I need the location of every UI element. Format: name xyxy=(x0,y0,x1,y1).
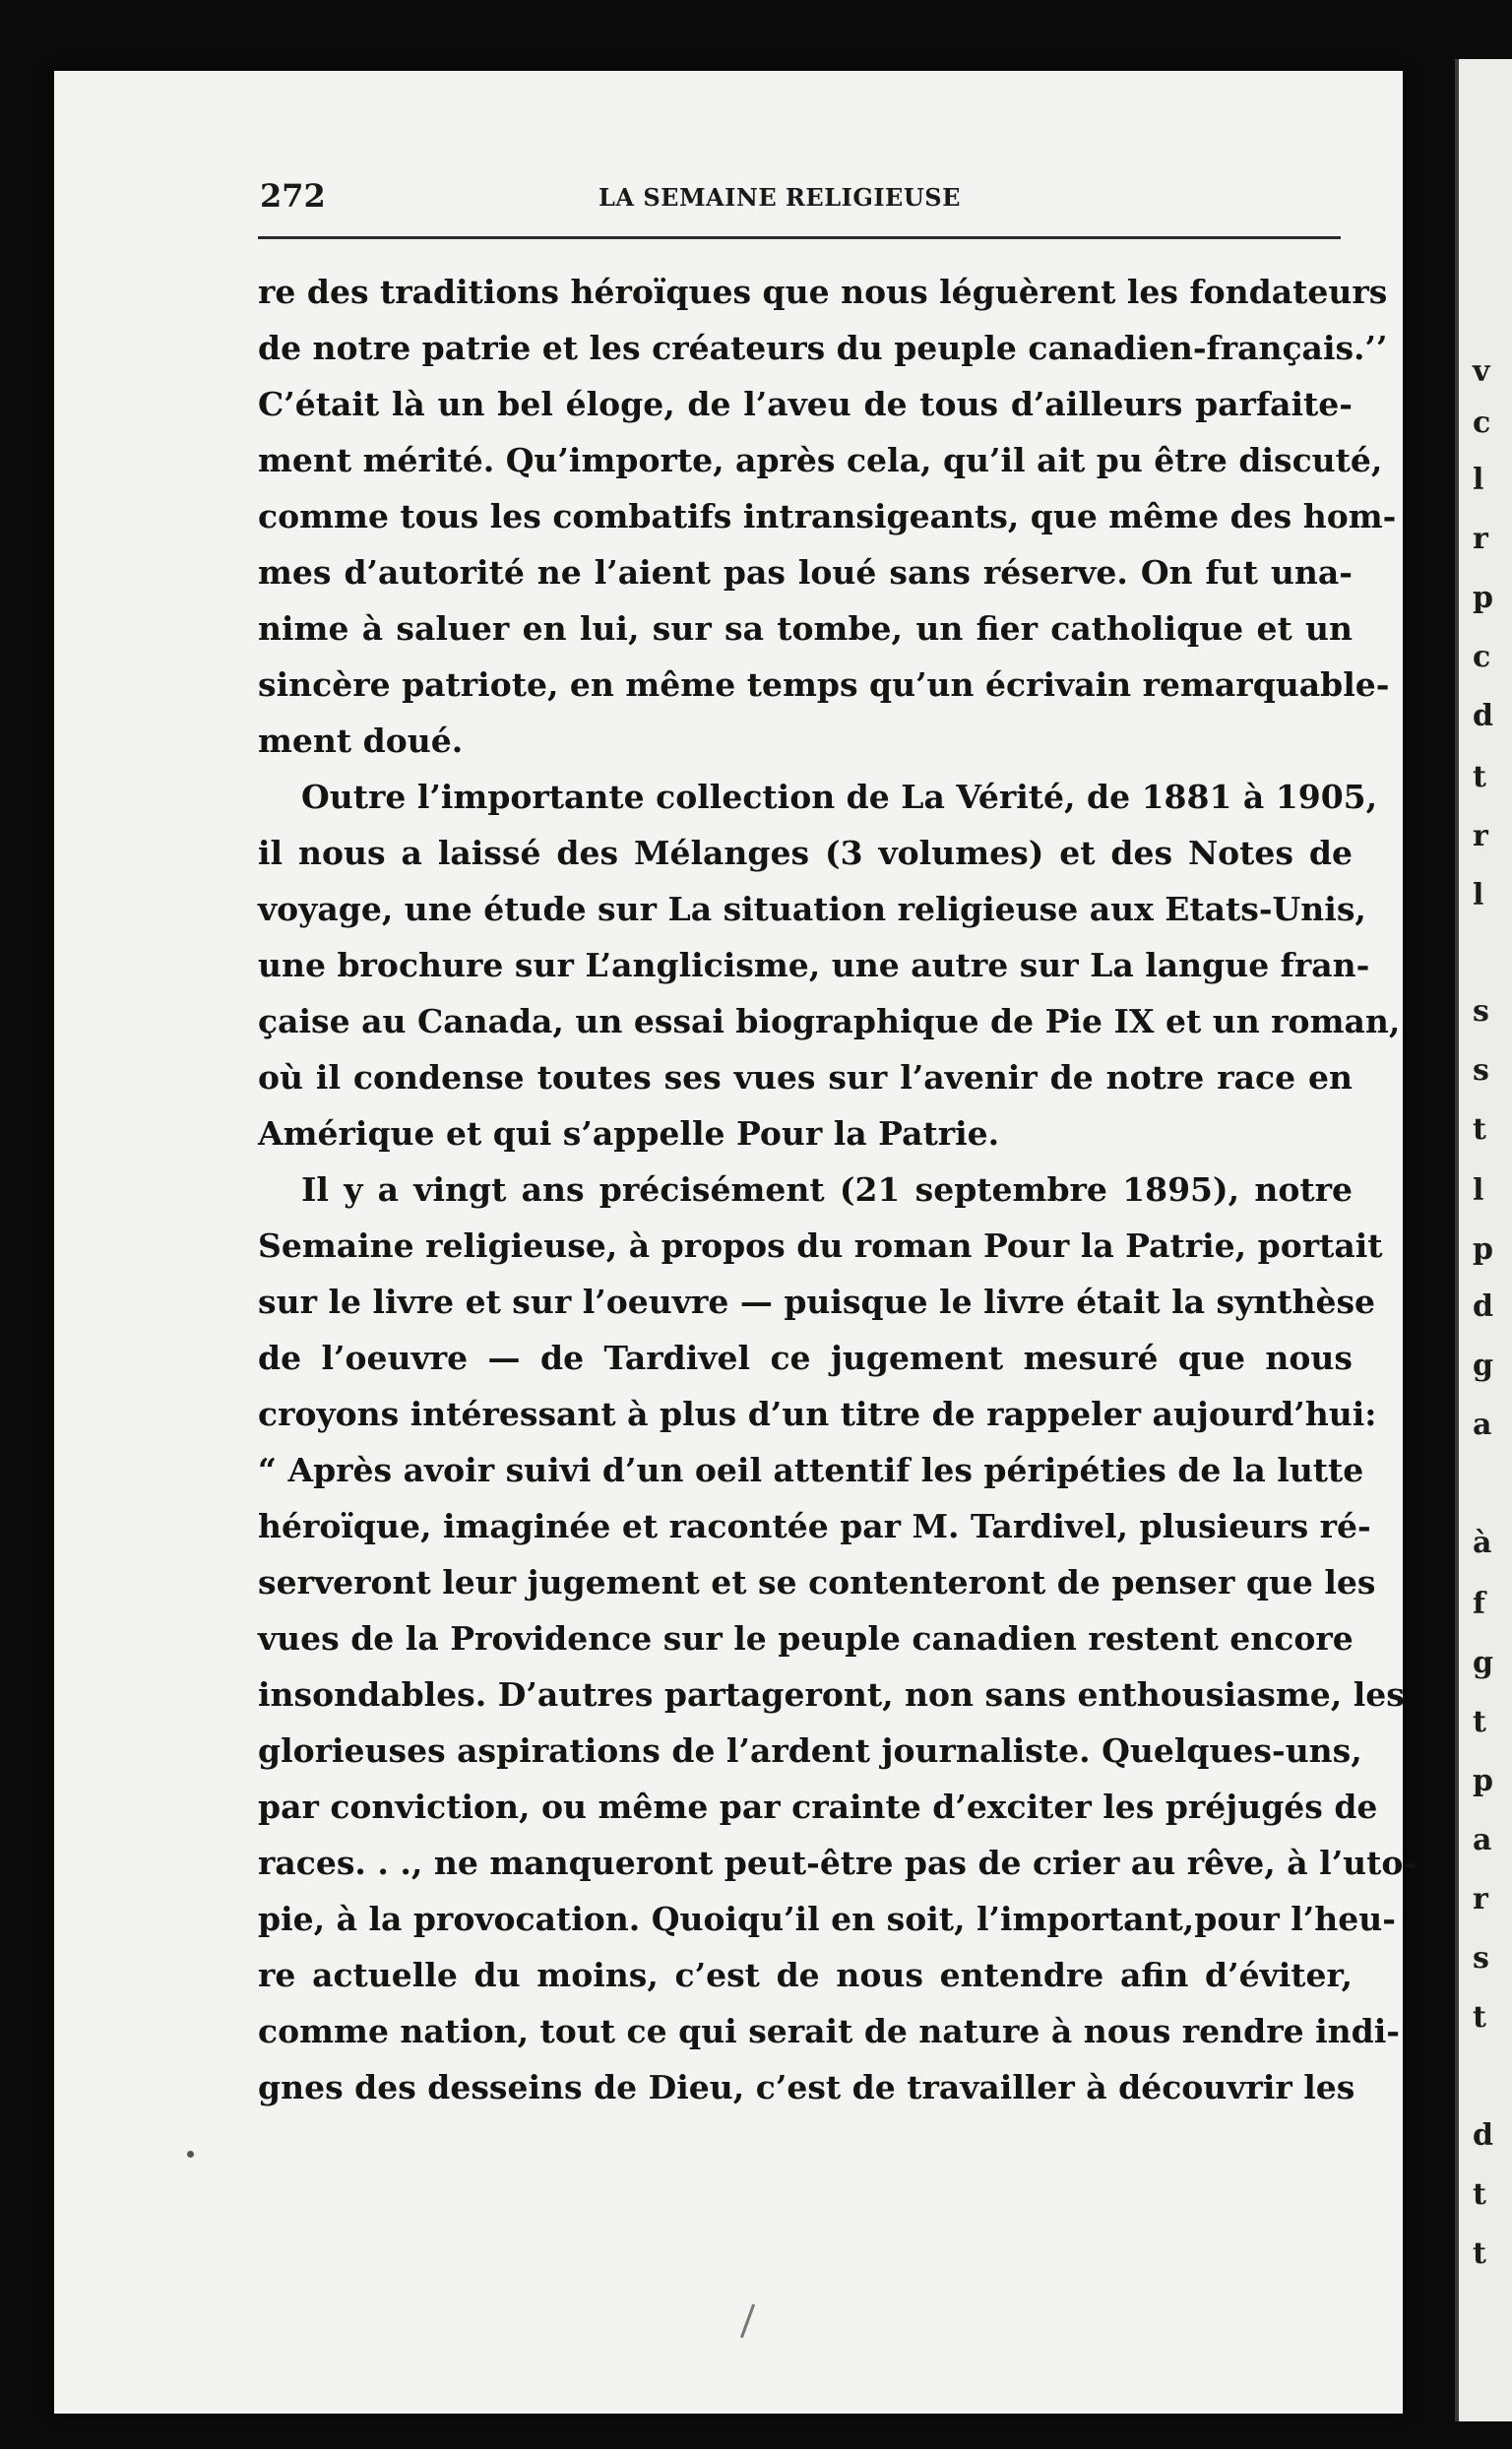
text-line: par conviction, ou même par crainte d’exciter les préjugés de xyxy=(258,1788,1378,1826)
facing-page-letter: l xyxy=(1473,1173,1484,1208)
text-line: où il condense toutes ses vues sur l’avenir de notre race en xyxy=(258,1058,1353,1097)
text-line: ment mérité. Qu’importe, après cela, qu’il ait pu être discuté, xyxy=(258,441,1383,479)
text-line: comme nation, tout ce qui serait de nature à nous rendre indi- xyxy=(258,2012,1400,2050)
text-line: héroïque, imaginée et racontée par M. Tardivel, plusieurs ré- xyxy=(258,1507,1371,1545)
page-gutter-shadow xyxy=(1455,59,1459,2421)
text-line: insondables. D’autres partageront, non sans enthousiasme, les xyxy=(258,1675,1405,1714)
text-line: Amérique et qui s’appelle Pour la Patrie. xyxy=(258,1114,1000,1153)
facing-page-letter: d xyxy=(1473,1289,1493,1324)
text-line: glorieuses aspirations de l’ardent journaliste. Quelques-uns, xyxy=(258,1731,1362,1770)
facing-page-letter: l xyxy=(1473,463,1484,497)
facing-page-letter: p xyxy=(1473,1764,1493,1798)
text-line: sur le livre et sur l’oeuvre — puisque le livre était la synthèse xyxy=(258,1283,1376,1321)
facing-page-letter: p xyxy=(1473,1232,1493,1267)
facing-page-letter: r xyxy=(1473,819,1488,853)
body-text xyxy=(258,264,1418,2115)
text-line: il nous a laissé des Mélanges (3 volumes) et des Notes de xyxy=(258,834,1353,872)
facing-page-letter: c xyxy=(1473,640,1491,674)
running-head: LA SEMAINE RELIGIEUSE xyxy=(598,183,961,212)
text-line: races. . ., ne manqueront peut-être pas de crier au rêve, à l’uto- xyxy=(258,1844,1418,1882)
text-line: re actuelle du moins, c’est de nous entendre afin d’éviter, xyxy=(258,1956,1353,1994)
text-line: Semaine religieuse, à propos du roman Pour la Patrie, portait xyxy=(258,1226,1383,1265)
text-line: de notre patrie et les créateurs du peuple canadien-français.’’ xyxy=(258,329,1388,367)
facing-page-letter: d xyxy=(1473,699,1493,733)
facing-page-letter: t xyxy=(1473,1112,1486,1147)
facing-page-letter: g xyxy=(1473,1646,1493,1680)
facing-page-letter: à xyxy=(1473,1526,1492,1560)
facing-page-letter: a xyxy=(1473,1823,1492,1857)
facing-page-letter: s xyxy=(1473,1053,1489,1088)
facing-page-letter: s xyxy=(1473,1941,1489,1976)
facing-page-letter: d xyxy=(1473,2118,1493,2153)
text-line: mes d’autorité ne l’aient pas loué sans réserve. On fut una- xyxy=(258,553,1353,592)
text-line: “ Après avoir suivi d’un oeil attentif les péripéties de la lutte xyxy=(258,1451,1364,1489)
text-line: une brochure sur L’anglicisme, une autre sur La langue fran- xyxy=(258,946,1370,984)
page-header xyxy=(205,177,1337,226)
facing-page-letters xyxy=(1467,59,1512,2421)
text-line: ment doué. xyxy=(258,722,464,760)
text-line: voyage, une étude sur La situation religieuse aux Etats-Unis, xyxy=(258,890,1366,928)
page-number: 272 xyxy=(260,177,326,215)
facing-page-letter: g xyxy=(1473,1349,1493,1383)
facing-page-letter: r xyxy=(1473,1882,1488,1916)
facing-page-letter: t xyxy=(1473,1705,1486,1739)
text-line: nime à saluer en lui, sur sa tombe, un fier catholique et un xyxy=(258,609,1353,648)
facing-page-letter: t xyxy=(1473,760,1486,794)
facing-page-letter: a xyxy=(1473,1408,1492,1442)
facing-page-letter: r xyxy=(1473,522,1488,556)
text-line: serveront leur jugement et se contenteront de penser que les xyxy=(258,1563,1376,1601)
text-line: vues de la Providence sur le peuple canadien restent encore xyxy=(258,1619,1354,1658)
facing-page-letter: t xyxy=(1473,2236,1486,2271)
facing-page-letter: p xyxy=(1473,581,1493,615)
text-line: Outre l’importante collection de La Vérité, de 1881 à 1905, xyxy=(301,778,1378,816)
facing-page-letter: t xyxy=(1473,2000,1486,2035)
text-line: çaise au Canada, un essai biographique de Pie IX et un roman, xyxy=(258,1002,1401,1040)
text-line: comme tous les combatifs intransigeants, que même des hom- xyxy=(258,497,1397,535)
text-line: croyons intéressant à plus d’un titre de rappeler aujourd’hui: xyxy=(258,1395,1377,1433)
text-line: Il y a vingt ans précisément (21 septembre 1895), notre xyxy=(301,1170,1353,1209)
facing-page-letter: l xyxy=(1473,878,1484,912)
facing-page-letter: s xyxy=(1473,994,1489,1029)
text-line: sincère patriote, en même temps qu’un écrivain remarquable- xyxy=(258,665,1390,704)
header-rule xyxy=(258,236,1341,239)
text-line: de l’oeuvre — de Tardivel ce jugement mesuré que nous xyxy=(258,1339,1353,1377)
text-line: re des traditions héroïques que nous léguèrent les fondateurs xyxy=(258,273,1388,311)
facing-page-letter: t xyxy=(1473,2177,1486,2212)
text-line: pie, à la provocation. Quoiqu’il en soit, l’important,pour l’heu- xyxy=(258,1900,1396,1938)
margin-speck xyxy=(187,2151,194,2158)
text-line: C’était là un bel éloge, de l’aveu de tous d’ailleurs parfaite- xyxy=(258,385,1353,423)
facing-page-letter: v xyxy=(1473,354,1490,389)
text-line: gnes des desseins de Dieu, c’est de travailler à découvrir les xyxy=(258,2068,1355,2106)
facing-page-letter: c xyxy=(1473,406,1491,440)
facing-page-edge xyxy=(1455,59,1512,2421)
facing-page-letter: f xyxy=(1473,1587,1485,1621)
